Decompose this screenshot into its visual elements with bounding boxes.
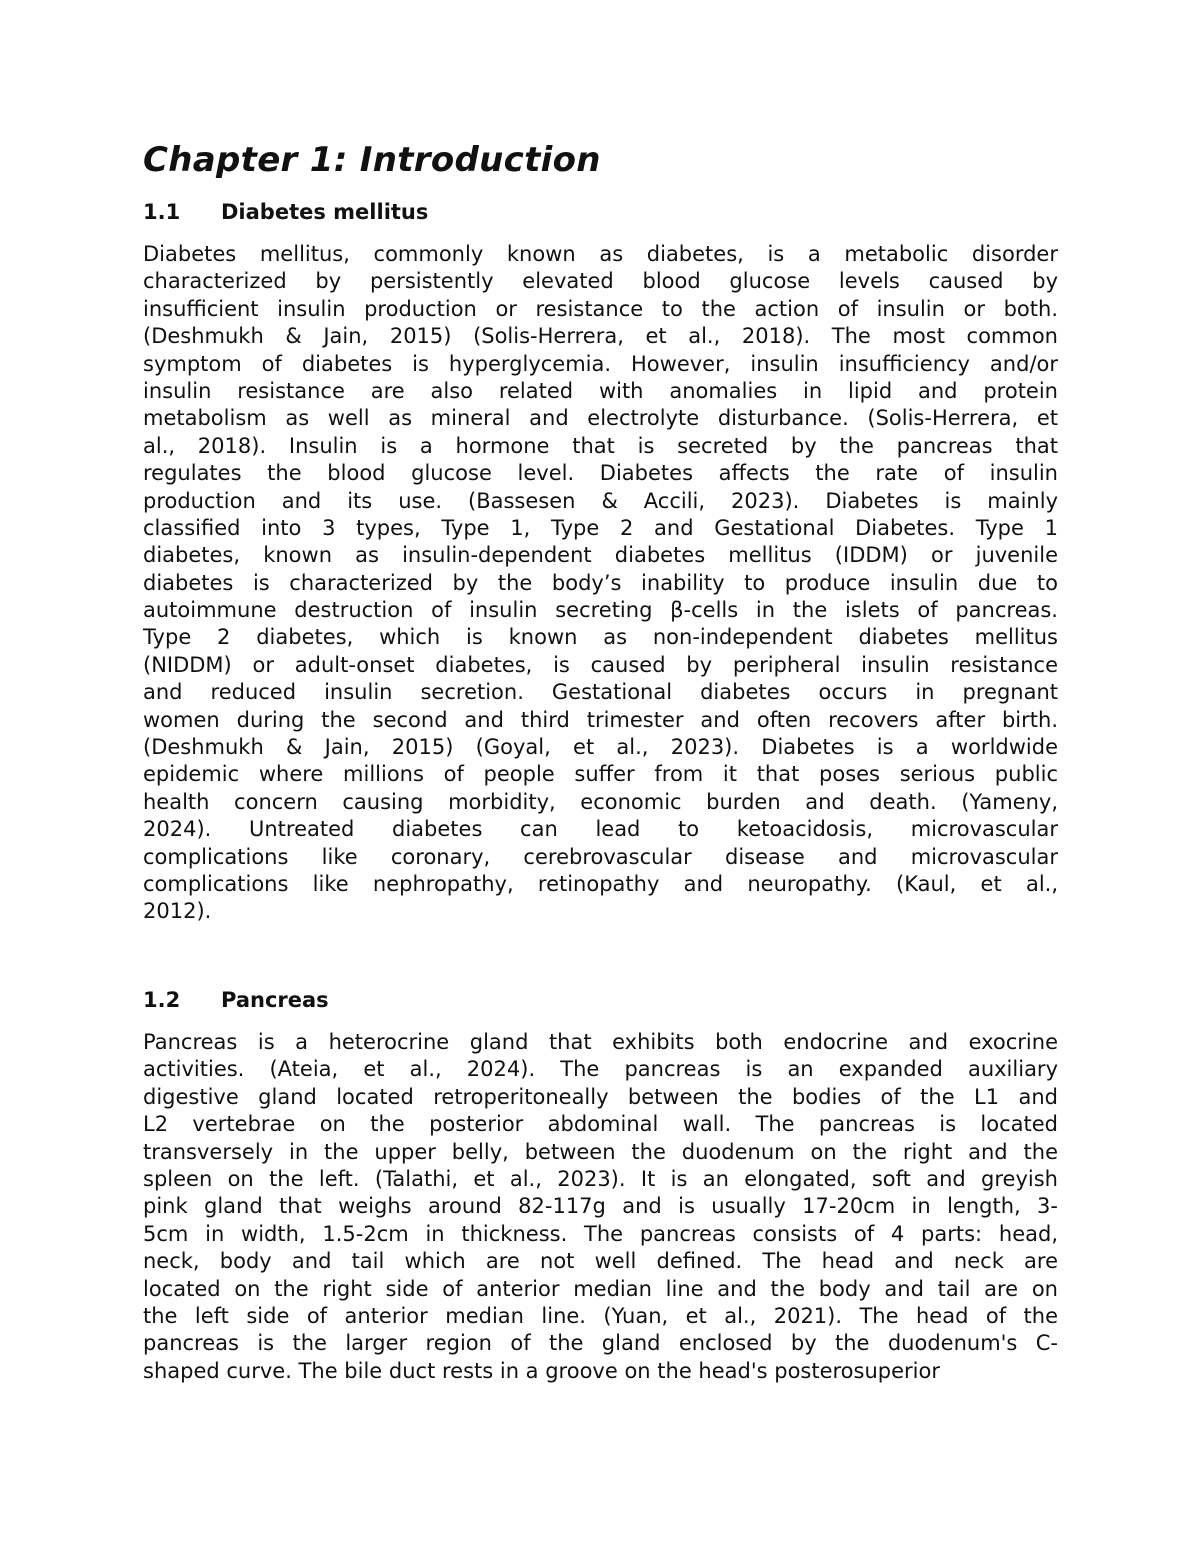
text-line: diabetes is characterized by the body’s inability to produce insulin due to (143, 570, 1058, 595)
section-number: 1.1 (143, 200, 181, 224)
text-line: 2024). Untreated diabetes can lead to ketoacidosis, microvascular (143, 817, 1058, 842)
section-heading-diabetes (143, 198, 428, 226)
text-line: (Deshmukh & Jain, 2015) (Solis-Herrera, et al., 2018). The most common (143, 324, 1058, 349)
text-line: epidemic where millions of people suffer from it that poses serious public (143, 762, 1058, 787)
text-line: 2012). (143, 899, 212, 924)
text-line: autoimmune destruction of insulin secreting β-cells in the islets of pancreas. (143, 598, 1058, 623)
text-line: 5cm in width, 1.5-2cm in thickness. The pancreas consists of 4 parts: head, (143, 1221, 1058, 1246)
text-line: digestive gland located retroperitoneally between the bodies of the L1 and (143, 1084, 1058, 1109)
text-line: symptom of diabetes is hyperglycemia. However, insulin insufficiency and/or (143, 351, 1058, 376)
text-line: al., 2018). Insulin is a hormone that is secreted by the pancreas that (143, 433, 1058, 458)
section-title: Diabetes mellitus (221, 200, 429, 224)
text-line: Diabetes mellitus, commonly known as diabetes, is a metabolic disorder (143, 242, 1058, 266)
text-line: (NIDDM) or adult-onset diabetes, is caused by peripheral insulin resistance (143, 652, 1058, 677)
text-line: activities. (Ateia, et al., 2024). The pancreas is an expanded auxiliary (143, 1057, 1058, 1082)
text-line: pink gland that weighs around 82-117g and is usually 17-20cm in length, 3- (143, 1194, 1058, 1219)
text-line: the left side of anterior median line. (Yuan, et al., 2021). The head of the (143, 1303, 1058, 1328)
text-line: and reduced insulin secretion. Gestational diabetes occurs in pregnant (143, 680, 1058, 705)
section-number: 1.2 (143, 988, 181, 1012)
text-line: insulin resistance are also related with anomalies in lipid and protein (143, 378, 1058, 403)
text-line: complications like coronary, cerebrovascular disease and microvascular (143, 844, 1058, 869)
text-line: characterized by persistently elevated blood glucose levels caused by (143, 269, 1058, 294)
text-line: pancreas is the larger region of the gland enclosed by the duodenum's C- (143, 1331, 1058, 1356)
text-line: complications like nephropathy, retinopathy and neuropathy. (Kaul, et al., (143, 871, 1058, 896)
text-line: metabolism as well as mineral and electrolyte disturbance. (Solis-Herrera, et (143, 406, 1058, 431)
text-line: shaped curve. The bile duct rests in a groove on the head's posterosuperior (143, 1358, 940, 1383)
text-line: regulates the blood glucose level. Diabetes affects the rate of insulin (143, 461, 1058, 486)
text-line: L2 vertebrae on the posterior abdominal wall. The pancreas is located (143, 1112, 1058, 1137)
text-line: neck, body and tail which are not well defined. The head and neck are (143, 1249, 1058, 1274)
text-line: insufficient insulin production or resistance to the action of insulin or both. (143, 296, 1058, 321)
text-line: classified into 3 types, Type 1, Type 2 and Gestational Diabetes. Type 1 (143, 515, 1058, 540)
text-line: located on the right side of anterior median line and the body and tail are on (143, 1276, 1058, 1301)
text-line: Type 2 diabetes, which is known as non-independent diabetes mellitus (143, 625, 1058, 650)
paragraph-diabetes (143, 241, 1058, 926)
section-heading-pancreas (143, 986, 329, 1014)
section-title: Pancreas (221, 988, 329, 1012)
text-line: spleen on the left. (Talathi, et al., 2023). It is an elongated, soft and greyish (143, 1166, 1058, 1191)
chapter-title: Chapter 1: Introduction (143, 140, 601, 180)
paragraph-pancreas (143, 1029, 1058, 1385)
text-line: diabetes, known as insulin-dependent diabetes mellitus (IDDM) or juvenile (143, 543, 1058, 568)
text-line: women during the second and third trimester and often recovers after birth. (143, 707, 1058, 732)
text-line: health concern causing morbidity, economic burden and death. (Yameny, (143, 789, 1058, 814)
text-line: production and its use. (Bassesen & Accili, 2023). Diabetes is mainly (143, 488, 1058, 513)
text-line: (Deshmukh & Jain, 2015) (Goyal, et al., 2023). Diabetes is a worldwide (143, 735, 1058, 760)
text-line: Pancreas is a heterocrine gland that exhibits both endocrine and exocrine (143, 1030, 1058, 1054)
text-line: transversely in the upper belly, between the duodenum on the right and the (143, 1139, 1058, 1164)
